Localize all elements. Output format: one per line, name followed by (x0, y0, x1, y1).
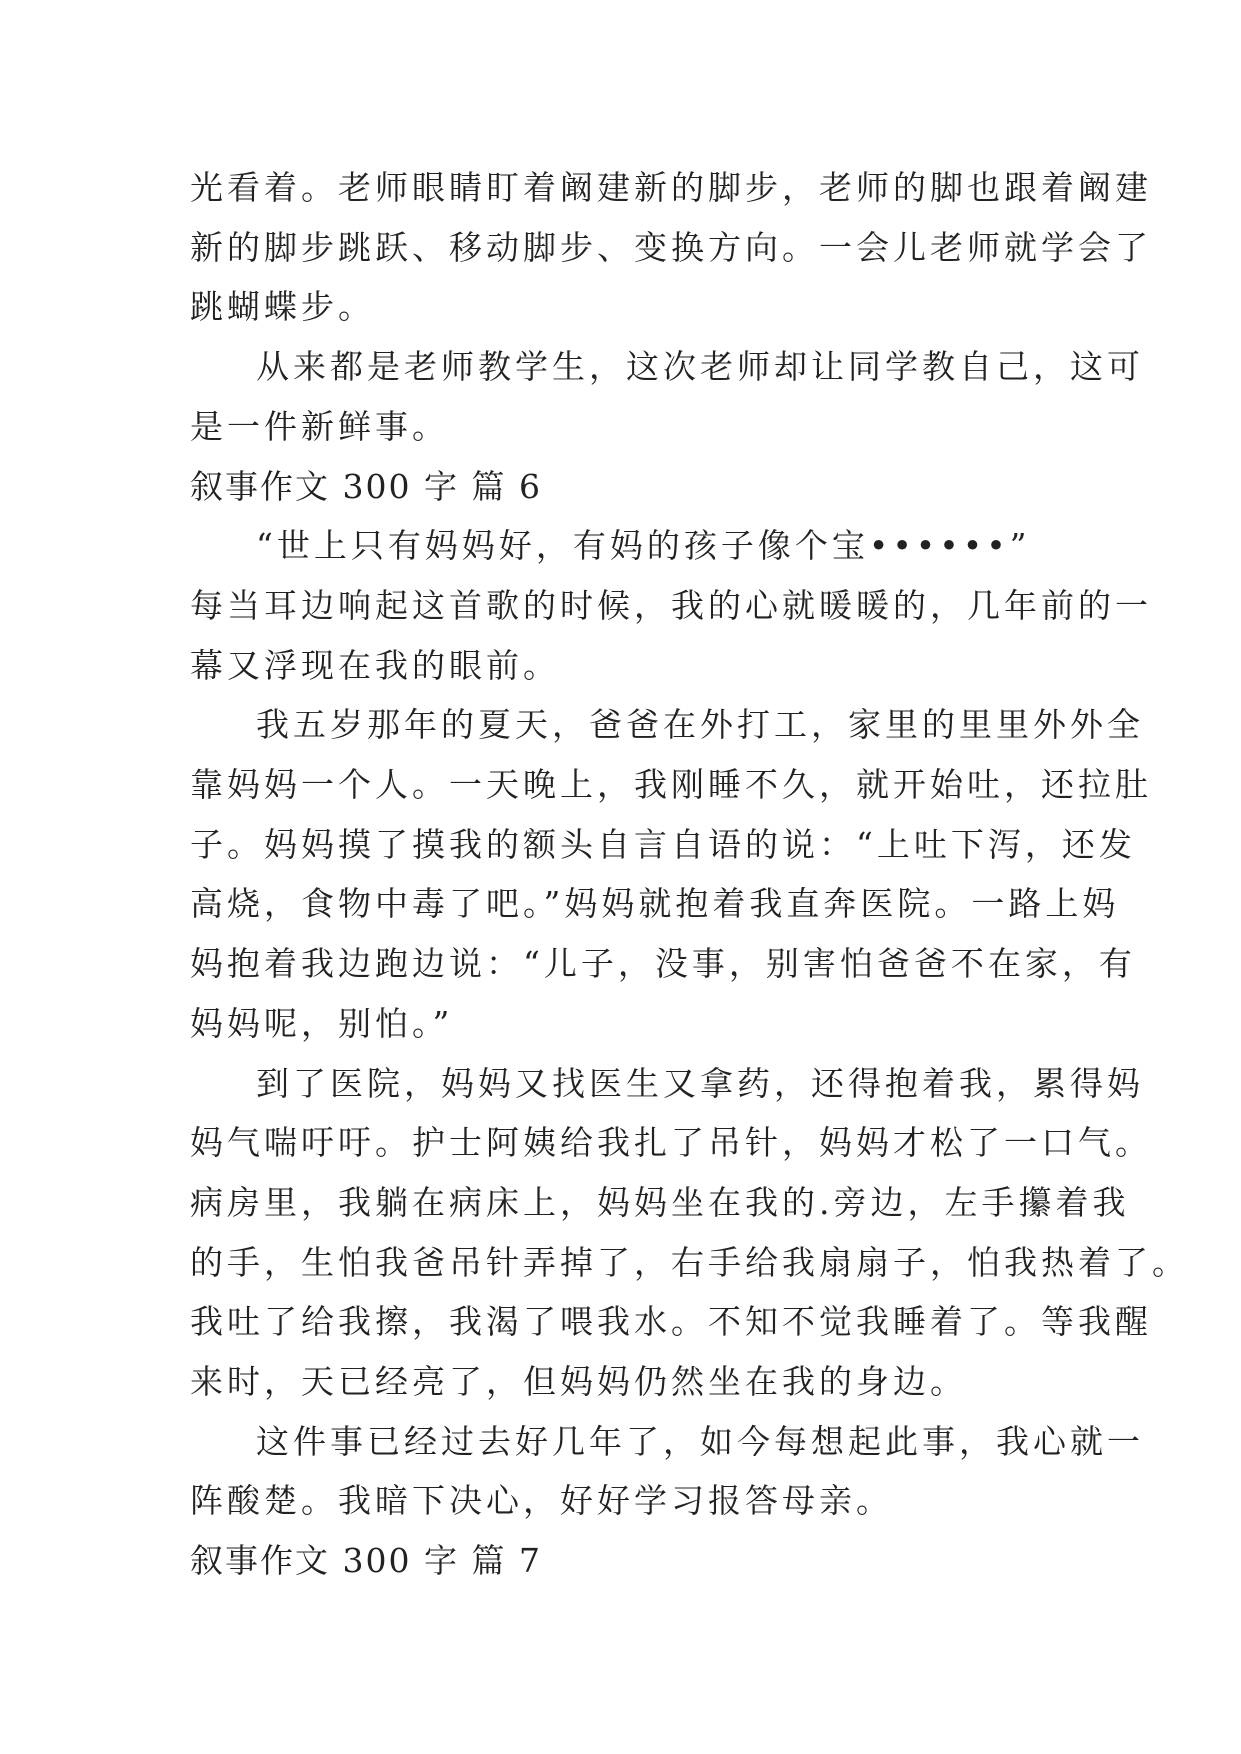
text-line: 每当耳边响起这首歌的时候，我的心就暖暖的，几年前的一 (190, 586, 1152, 625)
text-line: 靠妈妈一个人。一天晚上，我刚睡不久，就开始吐，还拉肚 (190, 765, 1152, 804)
text-line: 幕又浮现在我的眼前。 (190, 646, 560, 685)
text-line: 妈气喘吁吁。护士阿姨给我扎了吊针，妈妈才松了一口气。 (190, 1123, 1152, 1162)
text-line: 是一件新鲜事。 (190, 407, 449, 446)
text-line: 妈妈呢，别怕。” (190, 1004, 454, 1043)
text-line: 高烧，食物中毒了吧。”妈妈就抱着我直奔医院。一路上妈 (190, 884, 1120, 923)
text-line: 病房里，我躺在病床上，妈妈坐在我的.旁边，左手攥着我 (190, 1183, 1130, 1222)
text-line: 光看着。老师眼睛盯着阚建新的脚步，老师的脚也跟着阚建 (190, 168, 1152, 207)
text-line: 新的脚步跳跃、移动脚步、变换方向。一会儿老师就学会了 (190, 228, 1152, 267)
section-heading: 叙事作文 300 字 篇 6 (190, 467, 542, 506)
text-line: 子。妈妈摸了摸我的额头自言自语的说：“上吐下泻，还发 (190, 825, 1136, 864)
text-line: 来时，天已经亮了，但妈妈仍然坐在我的身边。 (190, 1362, 967, 1401)
section-heading: 叙事作文 300 字 篇 7 (190, 1541, 542, 1580)
paragraph-start-line: 这件事已经过去好几年了，如今每想起此事，我心就一 (256, 1422, 1144, 1461)
paragraph-start-line: 我五岁那年的夏天，爸爸在外打工，家里的里里外外全 (256, 705, 1144, 744)
text-line: 我吐了给我擦，我渴了喂我水。不知不觉我睡着了。等我醒 (190, 1302, 1152, 1341)
paragraph-start-line: “世上只有妈妈好，有妈的孩子像个宝••••••” (256, 526, 1031, 565)
paragraph-start-line: 到了医院，妈妈又找医生又拿药，还得抱着我，累得妈 (256, 1064, 1144, 1103)
text-line: 妈抱着我边跑边说：“儿子，没事，别害怕爸爸不在家，有 (190, 944, 1136, 983)
paragraph-start-line: 从来都是老师教学生，这次老师却让同学教自己，这可 (256, 347, 1144, 386)
text-line: 跳蝴蝶步。 (190, 287, 375, 326)
text-line: 的手，生怕我爸吊针弄掉了，右手给我扇扇子，怕我热着了。 (190, 1243, 1189, 1282)
text-line: 阵酸楚。我暗下决心，好好学习报答母亲。 (190, 1481, 893, 1520)
